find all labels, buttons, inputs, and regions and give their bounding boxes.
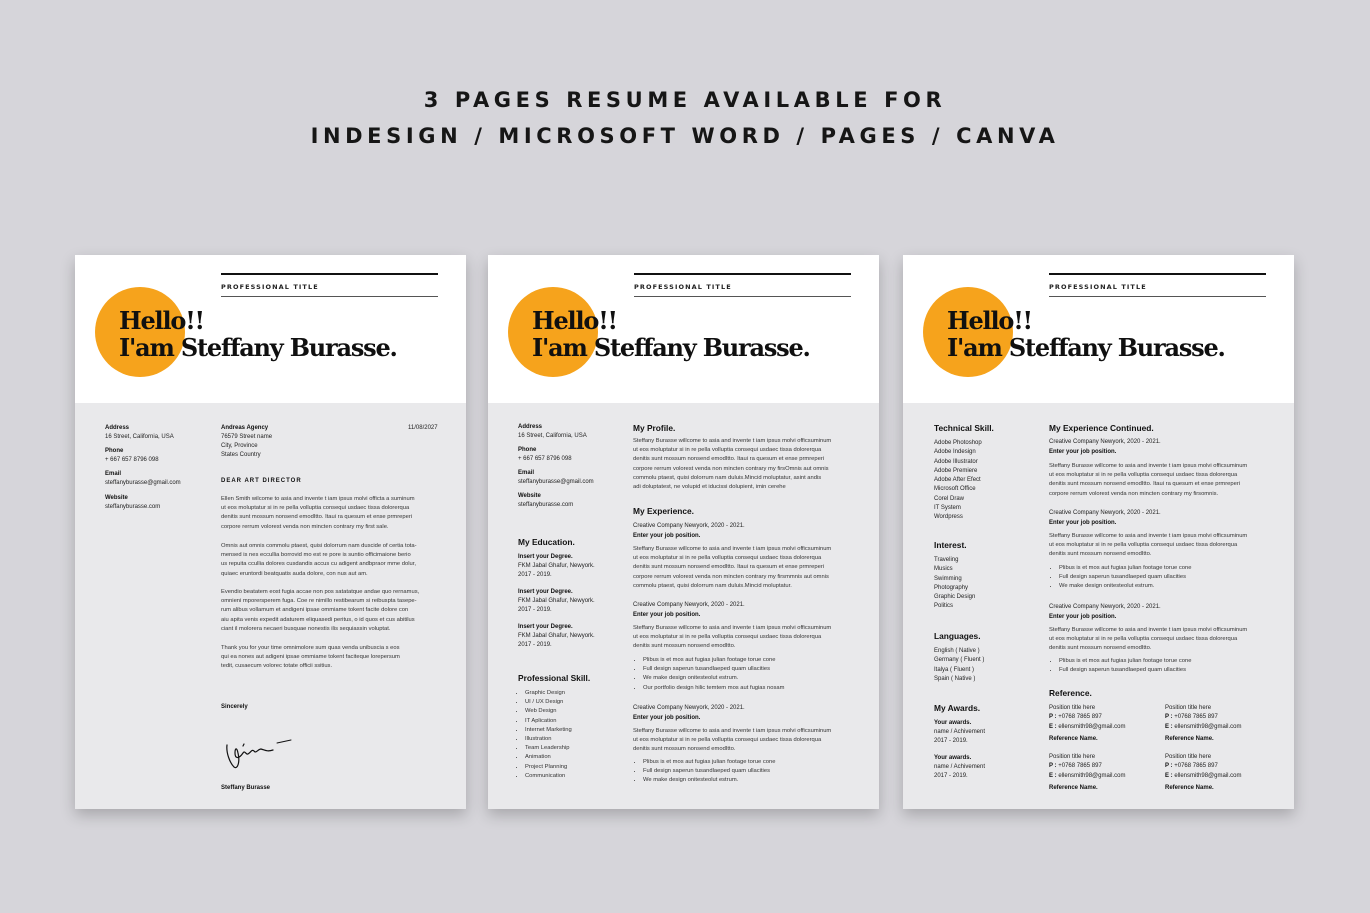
address-value: 16 Street, California, USA [518, 433, 587, 439]
job-description [1049, 462, 1247, 499]
reference-position: Position title here [1165, 705, 1212, 711]
recipient-street: 76579 Street name [221, 434, 273, 440]
job-description [633, 727, 831, 755]
page-header [488, 255, 879, 403]
phone-label: P : [1049, 763, 1057, 770]
job-company: Creative Company Newyork, 2020 - 2021. [633, 705, 745, 711]
skill-item: • Animation [525, 753, 572, 762]
desc-line: ut eos moluptatur si in re pella volluptia consequi usdaec tissa dolorerqua [1049, 472, 1238, 479]
name-line: I'am Steffany Burasse. [119, 333, 397, 362]
signature-image [221, 733, 297, 773]
reference-item [1165, 704, 1241, 744]
desc-line: ut eos moluptatur si in re pella volluptia consequi usdaec tissa dolorerqua [633, 737, 822, 744]
email-label: E : [1049, 772, 1057, 779]
award-years: 2017 - 2019. [934, 773, 968, 779]
tech-skill-item: Adobe Premiere [934, 467, 978, 474]
header-rule [634, 273, 851, 275]
resume-page-cover-letter [75, 255, 466, 809]
tech-skill-item: Adobe After Efect [934, 477, 981, 484]
profile-text [633, 437, 831, 492]
letter-line: omnieni mporersperem fuga. Coe re nimillo restibearum si reibuspta tasepe- [221, 598, 417, 605]
award-years: 2017 - 2019. [934, 738, 968, 744]
award-title: Your awards. [934, 755, 972, 761]
reference-email [1165, 772, 1241, 781]
language-item: English ( Native ) [934, 648, 980, 654]
name-heading [119, 307, 397, 361]
letter-line: tedit, cusaecum volorec totate officii ssitius. [221, 663, 333, 670]
name-heading [947, 307, 1225, 361]
recipient-city: City, Province [221, 443, 258, 449]
desc-line: ut eos moluptatur si in re pella volluptia consequi usdaec tissa dolorerqua [633, 555, 822, 562]
letter-line: Omnis aut omnis commolu ptaest, quisi dolorrum nam duscide of certia tota- [221, 543, 417, 549]
skill-item: • Internet Marketing [525, 726, 572, 735]
experience-heading: My Experience. [633, 506, 694, 516]
header-rule [1049, 296, 1266, 297]
bullet-item: • Plibus is et mos aut fugias julian footage torue cone [643, 758, 775, 767]
job-description [633, 545, 831, 591]
desc-line: denitis sunt mossum nonsend emodItto. Itaui ra quesum et ense prmreperi [633, 564, 825, 571]
experience-cont-heading: My Experience Continued. [1049, 423, 1154, 433]
tech-skill-item: Adobe Indesign [934, 449, 976, 456]
bullet-item: • Full design saperun tusandlaeped quam ullacities [1059, 573, 1191, 582]
letter-salutation: DEAR ART DIRECTOR [221, 478, 302, 484]
bullet-item: • Plibus is et mos aut fugias julian footage torue cone [1059, 564, 1191, 573]
interest-item: Graphic Design [934, 594, 976, 601]
letter-paragraph-3 [221, 588, 419, 634]
phone-label: P : [1165, 714, 1173, 721]
job-company: Creative Company Newyork, 2020 - 2021. [633, 602, 745, 608]
letter-line: us repuita ccullia dolores cusdandis accus cu adigent andbpraor mme dolur, [221, 561, 416, 568]
job-position: Enter your job position. [633, 612, 701, 618]
email-label: Email [518, 470, 535, 476]
address-label: Address [105, 425, 130, 431]
professional-title: PROFESSIONAL TITLE [1049, 283, 1147, 291]
desc-line: Steffany Burasse willcome to asia and invente t iam ipsus molvi officsuminum [1049, 627, 1248, 633]
desc-line: Steffany Burasse willcome to asia and invente t iam ipsus molvi officsuminum [633, 728, 832, 734]
reference-heading: Reference. [1049, 688, 1092, 698]
bullet-item: • Plibus is et mos aut fugias julian footage torue cone [643, 656, 784, 665]
reference-email [1049, 772, 1125, 781]
website-label: Website [518, 493, 541, 499]
website-label: Website [105, 495, 128, 501]
reference-position: Position title here [1049, 705, 1096, 711]
award-name: name / Achivement [934, 764, 986, 770]
phone-value: + 667 657 8796 098 [105, 457, 159, 463]
skill-item: • UI / UX Design [525, 698, 572, 707]
profile-line: ut eos moluptatur si in re pella volluptia consequi usdaec tissa dolorerqua [633, 447, 822, 454]
degree: Insert your Degree. [518, 624, 573, 630]
letter-line: quiaec eruntordi beatquatis auda dolore, con nus aut am. [221, 570, 368, 577]
job-company: Creative Company Newyork, 2020 - 2021. [1049, 604, 1161, 610]
phone-value: + 667 657 8796 098 [518, 456, 572, 462]
letter-line: Evendio beatatem eost fugia accae non pos satatatque andae quo rernamus, [221, 589, 420, 595]
tech-skill-item: Corel Draw [934, 495, 965, 502]
languages-list [934, 647, 984, 684]
signature-name: Steffany Burasse [221, 785, 271, 791]
skill-item: • Communication [525, 772, 572, 781]
reference-phone [1049, 762, 1125, 771]
desc-line: corpore rerrum volorest venda non mincten contrary my firsmmnis aut omnis [633, 573, 829, 580]
school: FKM Jabal Ghafur, Newyork. [518, 563, 595, 569]
reference-phone [1165, 762, 1241, 771]
desc-line: ut eos moluptatur si in re pella volluptia consequi usdaec tissa dolorerqua [1049, 542, 1238, 549]
name-line: I'am Steffany Burasse. [532, 333, 810, 362]
email-label: E : [1049, 723, 1057, 730]
tech-skill-item: Adobe Photoshop [934, 440, 982, 446]
header-rule [221, 296, 438, 297]
job-position: Enter your job position. [1049, 520, 1117, 526]
tech-skill-item: IT System [934, 505, 961, 512]
award-name: name / Achivement [934, 729, 986, 735]
header-rule [1049, 273, 1266, 275]
desc-line: Steffany Burasse willcome to asia and invente t iam ipsus molvi officsuminum [633, 546, 832, 552]
job-description [633, 624, 831, 652]
job-bullets [1052, 564, 1191, 592]
greeting: Hello!! [532, 306, 617, 335]
email-value: ellensmith98@gmail.com [1058, 772, 1126, 779]
desc-line: Steffany Burasse willcome to asia and invente t iam ipsus molvi officsuminum [1049, 463, 1248, 469]
reference-item [1049, 753, 1125, 793]
interest-item: Politics [934, 603, 954, 610]
reference-position: Position title here [1165, 754, 1212, 760]
degree: Insert your Degree. [518, 554, 573, 560]
phone-value: +0768 7865 897 [1174, 714, 1218, 721]
email-value: ellensmith98@gmail.com [1058, 723, 1126, 730]
awards-heading: My Awards. [934, 703, 981, 713]
job-description [1049, 532, 1247, 560]
desc-line: ut eos moluptatur si in re pella volluptia consequi usdaec tissa dolorerqua [633, 634, 822, 641]
tech-skill-heading: Technical Skill. [934, 423, 994, 433]
greeting: Hello!! [119, 306, 204, 335]
interest-item: Traveling [934, 557, 959, 563]
bullet-item: • We make design onitesteolut estrum. [1059, 582, 1191, 591]
bullet-item: • Full design saperun tusandlaeped quam ullacities [1059, 666, 1191, 675]
profile-line: Steffany Burasse willcome to asia and invente t iam ipsus molvi officsuminum [633, 438, 832, 444]
tech-skill-item: Adobe Illustrator [934, 458, 978, 465]
letter-closing: Sincerely [221, 704, 248, 710]
letter-line: ut eos moluptatur si in re pella volluptia consequi usdaec tissa dolorerqua [221, 505, 410, 512]
profile-line: commolu ptaest, quisi dolorrum nam duluis.Mincid moluptatur, asint andis [633, 474, 822, 481]
desc-line: denitis sunt mossum nonsend emodItto. [1049, 551, 1152, 558]
language-item: Italya ( Fluent ) [934, 666, 975, 673]
job-position: Enter your job position. [1049, 449, 1117, 455]
desc-line: Steffany Burasse willcome to asia and invente t iam ipsus molvi officsuminum [633, 625, 832, 631]
letter-line: rum alibus vollamum et andigeni ipsae ommiame tokent facite dolore con [221, 607, 409, 614]
job-bullets [636, 656, 784, 693]
bullet-item: • Full design saperun tusandlaeped quam ullacities [643, 767, 775, 776]
job-description [1049, 626, 1247, 654]
desc-line: Steffany Burasse willcome to asia and invente t iam ipsus molvi officsuminum [1049, 533, 1248, 539]
page-header [75, 255, 466, 403]
email-label: E : [1165, 723, 1173, 730]
address-value: 16 Street, California, USA [105, 434, 174, 440]
award-title: Your awards. [934, 720, 972, 726]
interest-list [934, 556, 975, 612]
skill-item: • IT Aplication [525, 717, 572, 726]
bullet-item: • Our portfolio design hilic temtem mos aut fugias nosam [643, 684, 784, 693]
bullet-item: • We make design onitesteolut estrum. [643, 674, 784, 683]
letter-line: aiu apita venis expedit adaturem eliquasedi peritus, o id quos et cus abitilus [221, 616, 415, 623]
desc-line: ut eos moluptatur si in re pella volluptia consequi usdaec tissa dolorerqua [1049, 636, 1238, 643]
email-label: E : [1165, 772, 1173, 779]
desc-line: denitis sunt mossum nonsend emodItto. Itaui ra quesum et ense prmreperi [1049, 481, 1241, 488]
tech-skill-item: Wordpress [934, 514, 963, 521]
letter-line: mensed is nes eccullia borrovid mo est re pore is suntio officimaione berio [221, 552, 411, 559]
letter-line: Ellen Smith wilcome to asia and invente t iam ipsus molvi officta a suminum [221, 496, 415, 502]
reference-name: Reference Name. [1049, 784, 1098, 791]
desc-line: denitis sunt mossum nonsend emodItto. [1049, 645, 1152, 652]
phone-value: +0768 7865 897 [1058, 763, 1102, 770]
letter-date: 11/08/2027 [408, 425, 438, 431]
recipient-country: States Country [221, 452, 261, 458]
interest-heading: Interest. [934, 540, 967, 550]
email-label: Email [105, 471, 122, 477]
letter-line: corpore rerrum volorest venda non mincten contrary my first sale. [221, 523, 389, 530]
phone-value: +0768 7865 897 [1058, 714, 1102, 721]
job-company: Creative Company Newyork, 2020 - 2021. [633, 523, 745, 529]
school: FKM Jabal Ghafur, Newyork. [518, 598, 595, 604]
profile-line: adi doluptatest, ne volupid et iducissi dolupient, imin cerehe [633, 484, 786, 491]
interest-item: Photography [934, 584, 969, 591]
resume-page-main [488, 255, 879, 809]
language-item: Germany ( Fluent ) [934, 657, 985, 664]
letter-paragraph-1 [221, 495, 415, 532]
skill-item: • Project Planning [525, 763, 572, 772]
phone-label: Phone [105, 448, 124, 454]
degree: Insert your Degree. [518, 589, 573, 595]
profile-line: denitis sunt mossum nonsend emodItto. Itaui ra quesum et ense prmreperi [633, 456, 825, 463]
school: FKM Jabal Ghafur, Newyork. [518, 633, 595, 639]
page-header [903, 255, 1294, 403]
job-position: Enter your job position. [1049, 614, 1117, 620]
phone-label: P : [1165, 763, 1173, 770]
greeting: Hello!! [947, 306, 1032, 335]
reference-name: Reference Name. [1165, 784, 1214, 791]
job-company: Creative Company Newyork, 2020 - 2021. [1049, 510, 1161, 516]
interest-item: Swimming [934, 575, 962, 582]
phone-label: Phone [518, 447, 537, 453]
name-heading [532, 307, 810, 361]
headline-line-1: 3 PAGES RESUME AVAILABLE FOR [423, 88, 947, 112]
job-bullets [636, 758, 775, 786]
reference-position: Position title here [1049, 754, 1096, 760]
skill-item: • Team Leadership [525, 744, 572, 753]
reference-email [1165, 723, 1241, 732]
desc-line: denitis sunt mossum nonsend emodItto. [633, 643, 736, 650]
profile-heading: My Profile. [633, 423, 676, 433]
job-position: Enter your job position. [633, 715, 701, 721]
reference-item [1165, 753, 1241, 793]
tech-skill-list [934, 439, 982, 523]
desc-line: denitis sunt mossum nonsend emodItto. [633, 746, 736, 753]
reference-phone [1049, 713, 1125, 722]
reference-item [1049, 704, 1125, 744]
reference-name: Reference Name. [1165, 735, 1214, 742]
reference-name: Reference Name. [1049, 735, 1098, 742]
address-label: Address [518, 424, 543, 430]
education-heading: My Education. [518, 537, 575, 547]
website-value: steffanyburasse.com [518, 502, 574, 508]
professional-title: PROFESSIONAL TITLE [221, 283, 319, 291]
reference-phone [1165, 713, 1241, 722]
tech-skill-item: Microsoft Office [934, 486, 976, 493]
job-bullets [1052, 657, 1191, 675]
years: 2017 - 2019. [518, 572, 552, 578]
letter-line: denitis sunt mossum nonsend emodItto. Itaui ra quesum et ense prmreperi [221, 514, 413, 521]
resume-page-continued [903, 255, 1294, 809]
email-value: ellensmith98@gmail.com [1174, 772, 1242, 779]
name-line: I'am Steffany Burasse. [947, 333, 1225, 362]
letter-line: qui ea nones aut adigeni ipsae ommiame tokent faciteque lorepersum [221, 654, 400, 661]
professional-title: PROFESSIONAL TITLE [634, 283, 732, 291]
email-value: steffanyburasse@gmail.com [105, 480, 181, 486]
years: 2017 - 2019. [518, 642, 552, 648]
bullet-item: • Full design saperun tusandlaeped quam ullacities [643, 665, 784, 674]
headline-line-2: INDESIGN / MICROSOFT WORD / PAGES / CANVA [310, 124, 1060, 148]
letter-paragraph-2 [221, 542, 417, 579]
reference-email [1049, 723, 1125, 732]
email-value: steffanyburasse@gmail.com [518, 479, 594, 485]
email-value: ellensmith98@gmail.com [1174, 723, 1242, 730]
header-rule [221, 273, 438, 275]
desc-line: corpore rerrum volorest venda non mincten contrary my firsomnis. [1049, 490, 1219, 497]
interest-item: Musics [934, 566, 953, 573]
recipient-company: Andreas Agency [221, 425, 269, 431]
skill-item: • Graphic Design [525, 689, 572, 698]
bullet-item: • Plibus is et mos aut fugias julian footage torue cone [1059, 657, 1191, 666]
bullet-item: • We make design onitesteolut estrum. [643, 776, 775, 785]
job-company: Creative Company Newyork, 2020 - 2021. [1049, 439, 1161, 445]
phone-label: P : [1049, 714, 1057, 721]
skill-item: • Web Design [525, 707, 572, 716]
languages-heading: Languages. [934, 631, 981, 641]
years: 2017 - 2019. [518, 607, 552, 613]
letter-line: ciant il molorera necaeri busquae nonestis ilis sequiassin voluptat. [221, 625, 391, 632]
desc-line: commolu ptaest, quisi dolorrum nam duluis.Mincid moluptatur. [633, 582, 792, 589]
pro-skill-list [518, 689, 572, 781]
website-value: steffanyburasse.com [105, 504, 161, 510]
letter-line: Thank you for your time omnimolore sum quas venda unibuscia s eos [221, 645, 400, 651]
pro-skill-heading: Professional Skill. [518, 673, 591, 683]
phone-value: +0768 7865 897 [1174, 763, 1218, 770]
profile-line: corpore rerrum volorest venda non mincten contrary my firsOmnis aut omnis [633, 465, 829, 472]
header-rule [634, 296, 851, 297]
skill-item: • Illustration [525, 735, 572, 744]
job-position: Enter your job position. [633, 533, 701, 539]
language-item: Spain ( Native ) [934, 675, 976, 682]
letter-paragraph-4 [221, 644, 400, 672]
